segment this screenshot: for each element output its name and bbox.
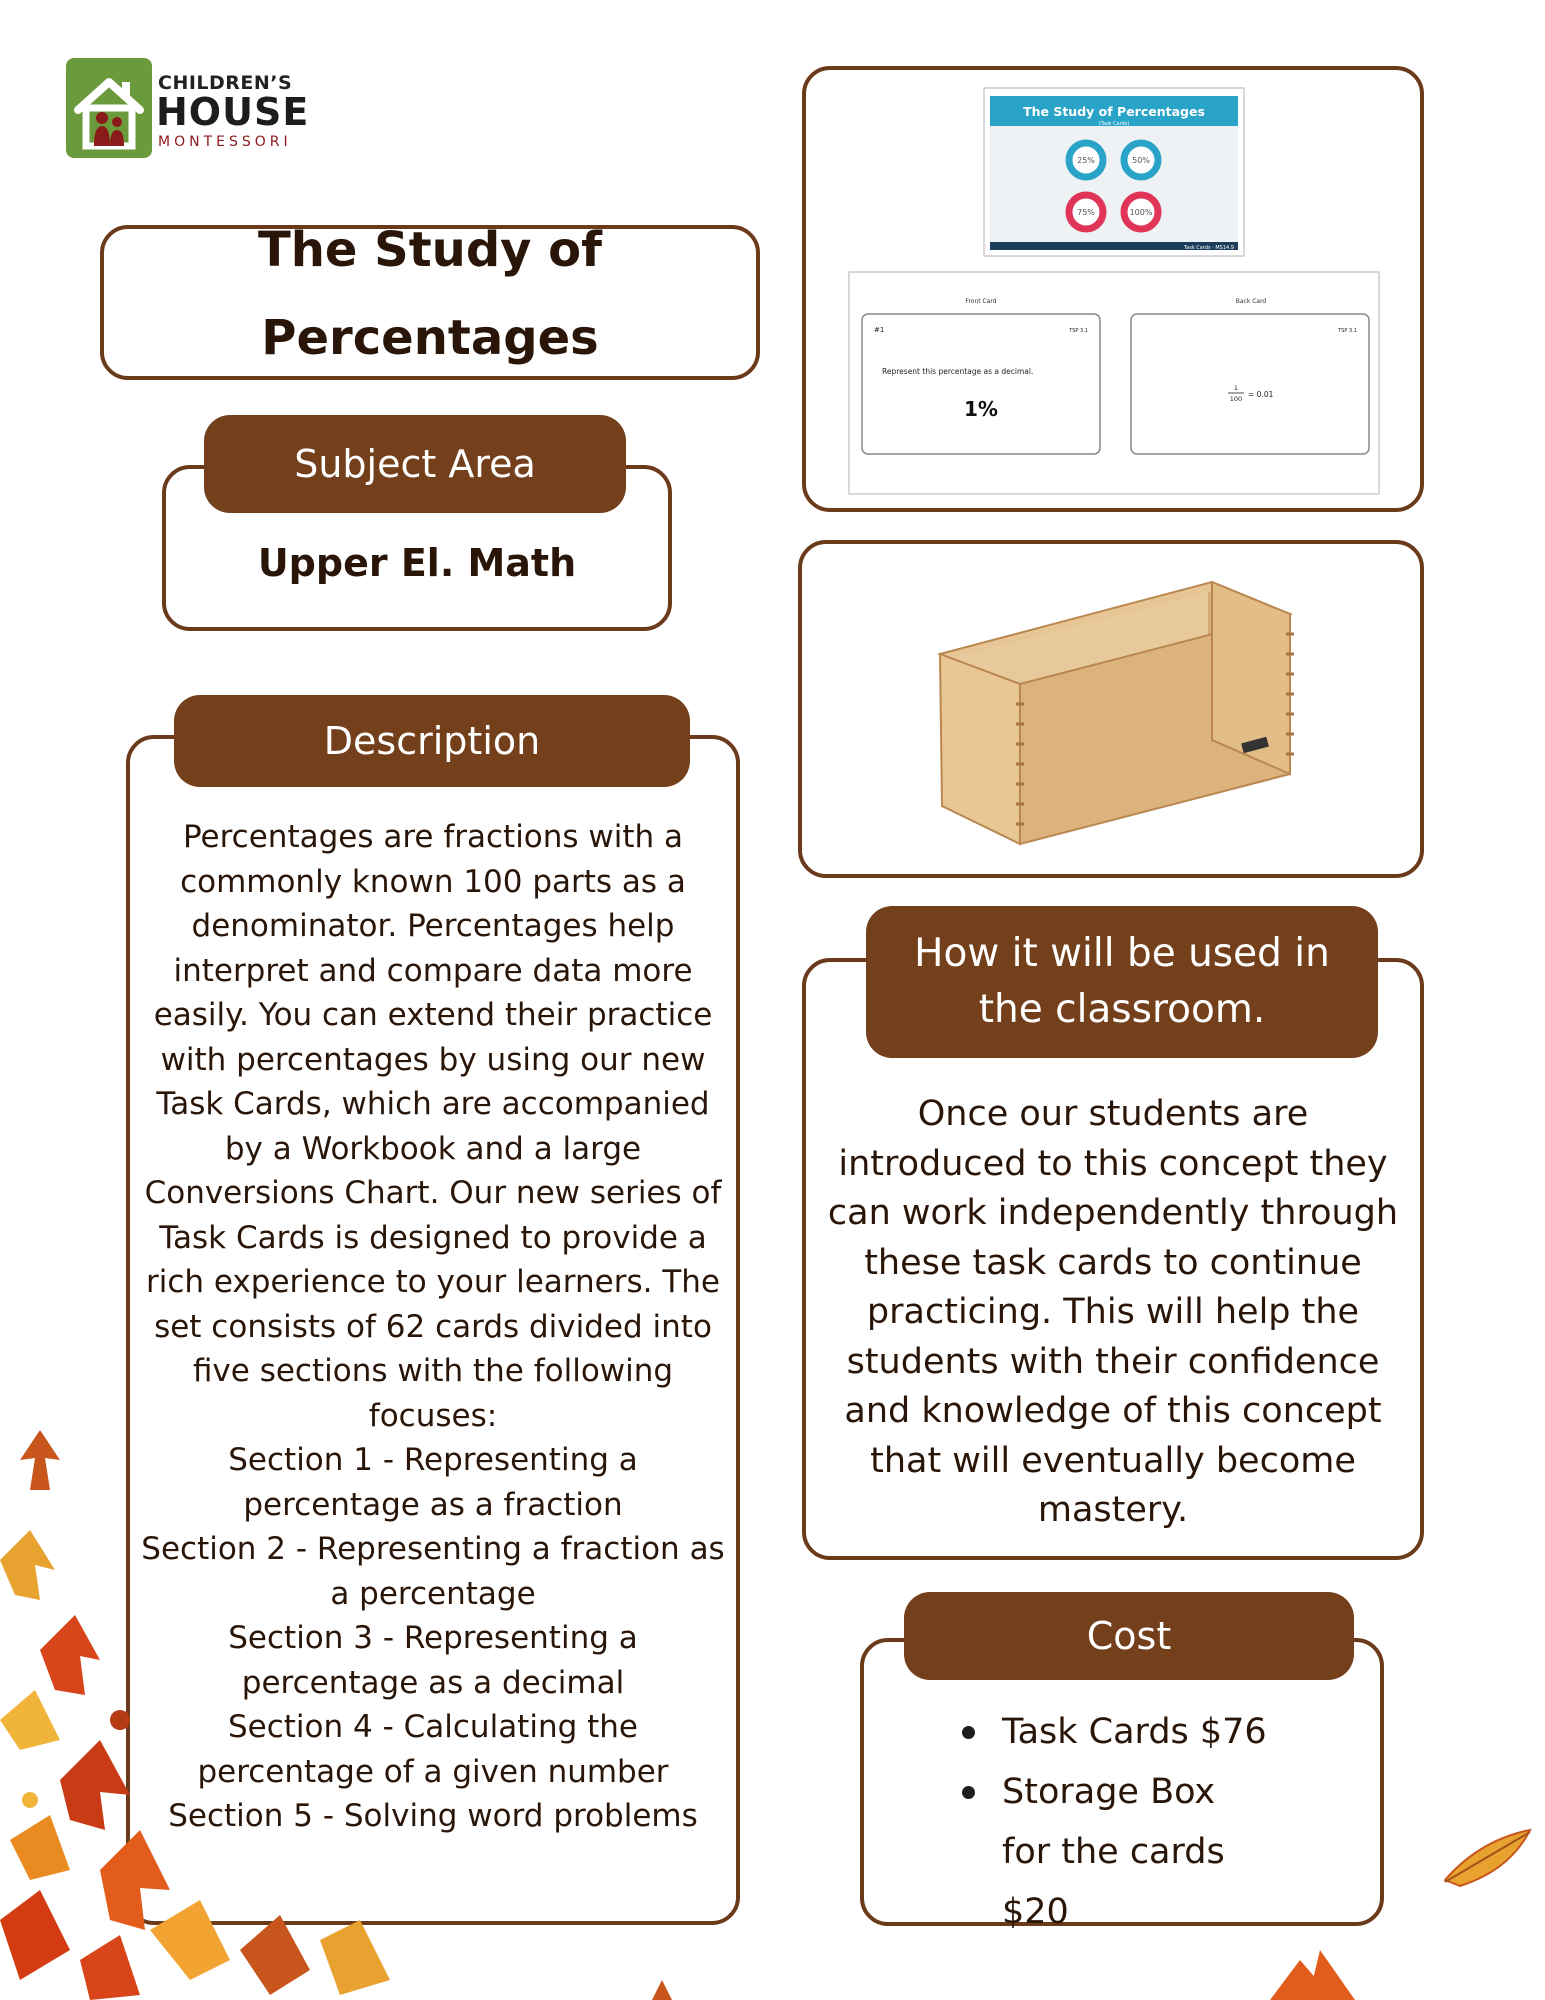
cost-item: Storage Box for the cards $20	[964, 1762, 1264, 1942]
leaf-decoration-right	[1440, 1820, 1540, 1900]
task-cards-image-panel	[802, 66, 1424, 512]
title-panel	[100, 221, 760, 380]
front-card-label: Front Card	[965, 298, 997, 305]
usage-label-line1: How it will be used in	[914, 931, 1330, 976]
cost-panel	[860, 1638, 1384, 1932]
front-card-code: TSP 3.1	[1069, 328, 1088, 334]
back-card-label: Back Card	[1235, 298, 1267, 305]
back-card-denominator: 100	[1229, 395, 1243, 403]
ring-50	[1124, 143, 1158, 177]
section-item: Section 4 - Calculating the percentage of a given number	[197, 1709, 669, 1790]
usage-label	[866, 906, 1378, 1058]
subject-label: Subject Area	[204, 415, 626, 513]
section-item: Section 3 - Representing a percentage as a decimal	[228, 1620, 638, 1701]
section-item: Section 1 - Representing a percentage as a fraction	[228, 1442, 638, 1523]
storage-box-image	[802, 544, 1420, 874]
back-card-code: TSP 3.1	[1338, 328, 1357, 334]
usage-text: Once our students are introduced to this concept they can work independently through these task cards to continue practicing. This will help the students with their confidence and knowledge of this concept that will eventually become mastery.	[827, 1094, 1399, 1530]
leaf-decoration-small	[650, 1975, 680, 2000]
front-card-number: #1	[874, 326, 885, 334]
svg-text:25%: 25%	[1077, 156, 1095, 165]
ring-25	[1069, 143, 1103, 177]
logo-line2: HOUSE	[156, 90, 310, 134]
storage-box-image-panel	[798, 540, 1424, 878]
logo	[66, 58, 316, 158]
svg-text:50%: 50%	[1132, 156, 1150, 165]
subject-value: Upper El. Math	[257, 541, 577, 585]
description-label: Description	[174, 695, 690, 787]
back-card-numerator: 1	[1233, 384, 1239, 392]
leaf-decoration-bottom	[1260, 1940, 1380, 2000]
cover-footer: Task Cards · MS14.9	[1183, 245, 1234, 251]
page-title: The Study of Percentages	[257, 221, 603, 366]
cost-label: Cost	[904, 1592, 1354, 1680]
task-cards-image	[806, 70, 1420, 508]
usage-label-line2: the classroom.	[978, 987, 1266, 1032]
section-item: Section 2 - Representing a fraction as a percentage	[141, 1531, 725, 1612]
front-card-prompt: Represent this percentage as a decimal.	[882, 367, 1034, 376]
cover-title: The Study of Percentages	[1023, 104, 1205, 119]
logo-line1: CHILDREN’S	[158, 72, 293, 94]
back-card-result: = 0.01	[1248, 390, 1274, 399]
autumn-leaves-decoration	[0, 1420, 400, 2000]
cover-subtitle: (Task Cards)	[1098, 121, 1130, 127]
cost-item: Task Cards $76	[964, 1702, 1267, 1762]
house-logo-icon	[66, 58, 152, 158]
front-card-value: 1%	[964, 397, 998, 421]
svg-text:100%: 100%	[1129, 208, 1153, 217]
bullet-icon	[962, 1786, 975, 1799]
description-paragraph: Percentages are fractions with a commonly known 100 parts as a denominator. Percentages help interpret and compare data more easily. You can extend their practice with percentages by using our new Task Cards, which are accompanied by a Workbook and a large Conversions Chart. Our new series of Task Cards is designed to provide a rich experience to your learners. The set consists of 62 cards divided into five sections with the following focuses:	[144, 819, 722, 1434]
section-item: Section 5 - Solving word problems	[168, 1798, 698, 1834]
cost-list	[964, 1702, 1267, 1942]
bullet-icon	[962, 1726, 975, 1739]
logo-line3: MONTESSORI	[158, 134, 292, 150]
ring-75	[1069, 195, 1103, 229]
svg-text:75%: 75%	[1077, 208, 1095, 217]
ring-100	[1124, 195, 1158, 229]
